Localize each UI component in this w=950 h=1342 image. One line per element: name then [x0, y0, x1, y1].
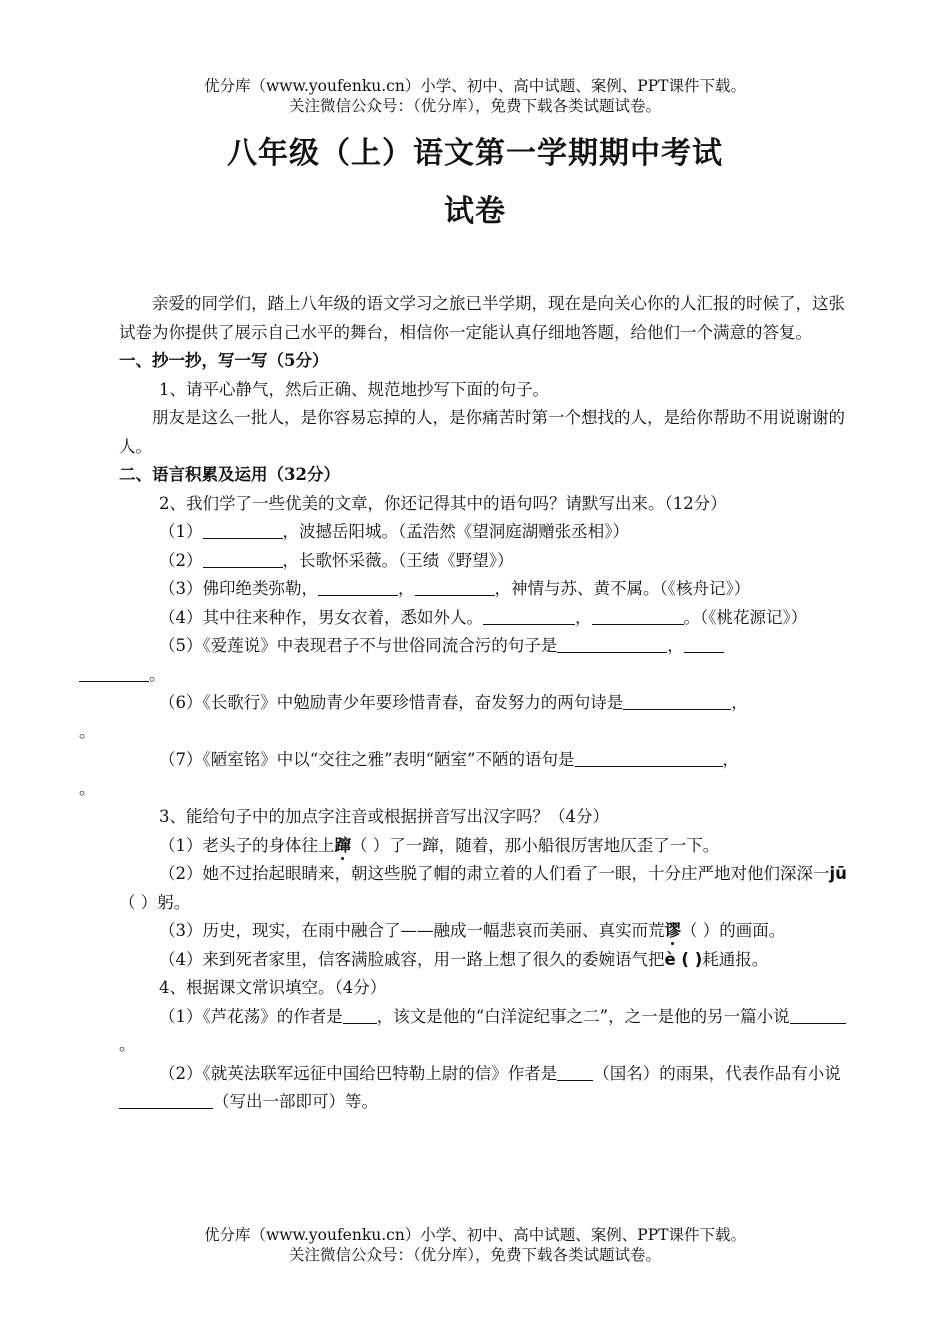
answer-blank[interactable] — [203, 551, 283, 568]
answer-blank[interactable] — [592, 608, 684, 625]
answer-blank[interactable] — [203, 522, 283, 539]
question-2-4: （4）其中往来种作，男女衣着，悉如外人。 ， 。（《桃花源记》） — [159, 607, 808, 627]
section-1-heading: 一、抄一抄，写一写（5分） — [119, 351, 329, 370]
answer-blank[interactable] — [557, 636, 667, 653]
question-2-5: （5）《爱莲说》中表现君子不与世俗同流合污的句子是 ， 。 — [119, 632, 857, 689]
question-3-4: （4）来到死者家里，信客满脸戚容，用一路上想了很久的委婉语气把è ( )耗通报。 — [159, 949, 769, 969]
answer-blank[interactable] — [623, 693, 731, 710]
question-3-3: （3）历史，现实，在雨中融合了——融成一幅悲哀而美丽、真实而荒谬（ ）的画面。 — [159, 921, 786, 940]
question-2-7: （7）《陋室铭》中以“交往之雅”表明“陋室”不陋的语句是 ， 。 — [79, 750, 739, 798]
footer-line-1: 优分库（www.youfenku.cn）小学、初中、高中试题、案例、PPT课件下载。 — [203, 1226, 747, 1244]
answer-blank[interactable] — [557, 1064, 593, 1081]
exam-body — [79, 290, 857, 1117]
answer-blank[interactable] — [575, 750, 723, 767]
answer-blank[interactable] — [343, 1007, 377, 1024]
question-3-1: （1）老头子的身体往上蹿（ ）了一蹿，随着，那小船很厉害地仄歪了一下。 — [159, 835, 720, 855]
header-line-1: 优分库（www.youfenku.cn）小学、初中、高中试题、案例、PPT课件下载。 — [203, 77, 747, 95]
question-2-2: （2） ，长歌怀采薇。（王绩《野望》） — [159, 550, 514, 570]
page-title: 八年级（上）语文第一学期期中考试 — [227, 136, 723, 171]
question-1: 1、请平心静气，然后正确、规范地抄写下面的句子。 — [159, 379, 549, 399]
question-3: 3、能给句子中的加点字注音或根据拼音写出汉字吗？（4分） — [159, 807, 609, 826]
answer-blank[interactable] — [483, 608, 575, 625]
copy-sentence: 朋友是这么一批人，是你容易忘掉的人，是你痛苦时第一个想找的人，是给你帮助不用说谢谢的人。 — [119, 408, 845, 456]
question-2-3: （3）佛印绝类弥勒， ， ，神情与苏、黄不属。（《核舟记》） — [159, 579, 751, 598]
question-3-2: （2）她不过抬起眼睛来，朝这些脱了帽的肃立着的人们看了一眼，十分庄严地对他们深深一jū（ ）躬。 — [119, 864, 847, 912]
answer-blank[interactable] — [415, 579, 495, 596]
footer-line-2: 关注微信公众号：（优分库），免费下载各类试题试卷。 — [288, 1246, 661, 1264]
answer-blank[interactable] — [79, 665, 149, 682]
question-4-2: （2）《就英法联军远征中国给巴特勒上尉的信》作者是 （国名）的雨果，代表作品有小说（写出一部即可）等。 — [119, 1060, 857, 1117]
page-title-line-2: 试卷 — [444, 194, 506, 229]
question-2-6: （6）《长歌行》中勉励青少年要珍惜青春，奋发努力的两句诗是 ， 。 — [79, 693, 748, 741]
question-2-1: （1） ，波撼岳阳城。（孟浩然《望洞庭湖赠张丞相》） — [159, 522, 629, 541]
answer-blank[interactable] — [119, 1092, 213, 1109]
answer-blank[interactable] — [790, 1007, 846, 1024]
question-2: 2、我们学了一些优美的文章，你还记得其中的语句吗？请默写出来。（12分） — [159, 493, 727, 513]
answer-blank[interactable] — [684, 636, 724, 653]
question-4-1: （1）《芦花荡》的作者是 ，该文是他的“白洋淀纪事之二”，之一是他的另一篇小说。 — [119, 1003, 857, 1060]
header-line-2: 关注微信公众号：（优分库），免费下载各类试题试卷。 — [288, 97, 661, 115]
intro-paragraph: 亲爱的同学们，踏上八年级的语文学习之旅已半学期，现在是向关心你的人汇报的时候了，这张试卷为你提供了展示自己水平的舞台，相信你一定能认真仔细地答题，给他们一个满意的答复。 — [119, 294, 845, 342]
answer-blank[interactable] — [318, 579, 398, 596]
question-4: 4、根据课文常识填空。（4分） — [159, 978, 387, 997]
section-2-heading: 二、语言积累及运用（32分） — [119, 465, 340, 484]
